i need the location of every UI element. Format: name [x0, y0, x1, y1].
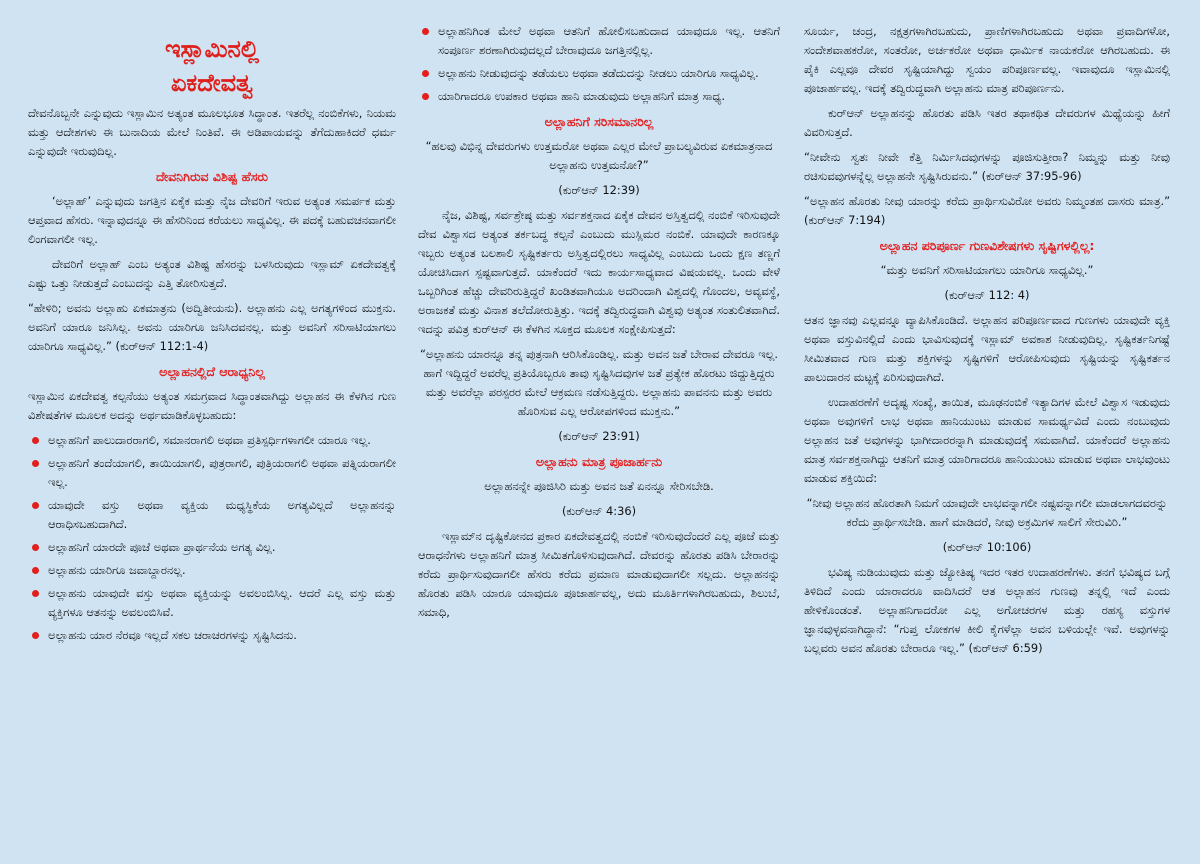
quote: “ಅಲ್ಲಾಹನು ಯಾರನ್ನೂ ತನ್ನ ಪುತ್ರನಾಗಿ ಆರಿಸಿಕೊಂಡಿಲ್ಲ. ಮತ್ತು ಅವನ ಜತೆ ಬೇರಾವ ದೇವರೂ ಇಲ್ಲ. ಹಾಗೆ ಇದ್ದಿದ್ದರೆ ಅವರೆಲ್ಲ ಪ್ರತಿಯೊಬ್ಬರೂ ತಾವು ಸೃಷ್ಟಿಸಿದವುಗಳ ಜತೆ ಪ್ರತ್ಯೇಕ ಹೊರಟು ಜಿದ್ದುತ್ತಿದ್ದರು ಮತ್ತು ಅವರೆಲ್ಲಾ ಪರಸ್ಪರರ ಮೇಲೆ ಆಕ್ರಮಣ ನಡೆಸುತ್ತಿದ್ದರು. ಅಲ್ಲಾಹನು ಪಾವನನು ಮತ್ತು ಅವರು ಹೊರಿಸುವ ಎಲ್ಲ ಆರೋಪಗಳಿಂದ ಮುಕ್ತನು.” [420, 347, 778, 418]
list-item: ಯಾವುದೇ ವಸ್ತು ಅಥವಾ ವ್ಯಕ್ತಿಯ ಮಧ್ಯಸ್ಥಿಕೆಯ ಅಗತ್ಯವಿಲ್ಲದೆ ಅಲ್ಲಾಹನನ್ನು ಆರಾಧಿಸಬಹುದಾಗಿದೆ. [28, 496, 396, 534]
paragraph: ಕುರ್‌ಆನ್ ಅಲ್ಲಾಹನನ್ನು ಹೊರತು ಪಡಿಸಿ ಇತರ ತಥಾಕಥಿತ ದೇವರುಗಳ ಮಿಥ್ಯೆಯನ್ನು ಹೀಗೆ ವಿವರಿಸುತ್ತದೆ. [804, 106, 1170, 139]
quran-reference: (ಕುರ್‌ಆನ್ 10:106) [942, 540, 1032, 554]
paragraph: ದೇವರಿಗೆ ಅಲ್ಲಾಹ್ ಎಂಬ ಅತ್ಯಂತ ವಿಶಿಷ್ಟ ಹೆಸರನ್ನು ಬಳಸಿರುವುದು ಇಸ್ಲಾಮ್ ಏಕದೇವತ್ವಕ್ಕೆ ಎಷ್ಟು ಒತ್ತು ನೀಡುತ್ತದೆ ಎಂಬುದನ್ನು ಎತ್ತಿ ತೋರಿಸುತ್ತದೆ. [28, 257, 396, 290]
bullet-icon [422, 93, 429, 100]
quote: “ಮತ್ತು ಅವನಿಗೆ ಸರಿಸಾಟಿಯಾಗಲು ಯಾರಿಗೂ ಸಾಧ್ಯವಿಲ್ಲ.” [880, 263, 1094, 277]
paragraph: ಉದಾಹರಣೆಗೆ ಅದೃಷ್ಟ ಸಂಖ್ಯೆ, ತಾಯಿತ, ಮೂಢನಂಬಿಕೆ ಇತ್ಯಾದಿಗಳ ಮೇಲೆ ವಿಶ್ವಾಸ ಇಡುವುದು ಅಥವಾ ಅವುಗಳಿಗೆ ಲಾಭ ಅಥವಾ ಹಾನಿಯುಂಟು ಮಾಡುವ ಸಾಮರ್ಥ್ಯವಿದೆ ಎಂದು ನಂಬುವುದು ಅಲ್ಲಾಹನ ಜತೆ ಅವುಗಳನ್ನು ಭಾಗೀದಾರರನ್ನಾಗಿ ಮಾಡುವುದಕ್ಕೆ ಸಮವಾಗಿದೆ. ಯಾಕೆಂದರೆ ಅಲ್ಲಾಹನು ಮಾತ್ರ ಸರ್ವಶಕ್ತನಾಗಿದ್ದು ಆತನಿಗೆ ಮಾತ್ರ ಯಾರಿಗಾದರೂ ಹಾನಿಯುಂಟು ಮಾಡುವ ಅಥವಾ ಲಾಭವುಂಟು ಮಾಡುವ ಶಕ್ತಿಯಿದೆ: [804, 395, 1170, 485]
list-item: ಅಲ್ಲಾಹನು ನೀಡುವುದನ್ನು ತಡೆಯಲು ಅಥವಾ ತಡೆದುದನ್ನು ನೀಡಲು ಯಾರಿಗೂ ಸಾಧ್ಯವಿಲ್ಲ. [418, 64, 780, 83]
paragraph: ನೈಜ, ವಿಶಿಷ್ಟ, ಸರ್ವಶ್ರೇಷ್ಠ ಮತ್ತು ಸರ್ವಶಕ್ತನಾದ ಏಕೈಕ ದೇವನ ಅಸ್ತಿತ್ವದಲ್ಲಿ ನಂಬಿಕೆ ಇರಿಸುವುದೇ ದೇವ ವಿಶ್ವಾಸದ ಅತ್ಯಂತ ತರ್ಕಬದ್ಧ ಕಲ್ಪನೆ ಎಂಬುದು ಮುಸ್ಲಿಮರ ನಂಬಿಕೆ. ಯಾವುದೇ ಕಾರಣಕ್ಕೂ ಇಬ್ಬರು ಅತ್ಯಂತ ಬಲಶಾಲಿ ಸೃಷ್ಟಿಕರ್ತರು ಅಸ್ತಿತ್ವದಲ್ಲಿರಲು ಸಾಧ್ಯವಿಲ್ಲ ಎಂಬುದು ಒಂದು ಕ್ಷಣ ತಣ್ಣಗೆ ಯೋಚಿಸಿದಾಗ ಸ್ಪಷ್ಟವಾಗುತ್ತದೆ. ಯಾಕೆಂದರೆ ಇದು ಕಾರ್ಯಸಾಧ್ಯವಾದ ವಿಷಯವಲ್ಲ. ಒಂದು ವೇಳೆ ಒಬ್ಬರಿಗಿಂತ ಹೆಚ್ಚು ದೇವರಿರುತ್ತಿದ್ದರೆ ಖಂಡಿತವಾಗಿಯೂ ಅದರಿಂದಾಗಿ ವಿಶ್ವದಲ್ಲಿ ಗೊಂದಲ, ಅವ್ಯವಸ್ಥೆ, ಅರಾಜಕತೆ ಮತ್ತು ವಿನಾಶ ತಲೆದೋರುತ್ತಿತ್ತು. ಇದಕ್ಕೆ ತದ್ವಿರುದ್ಧವಾಗಿ ವಿಶ್ವವು ಅತ್ಯಂತ ಸಂತುಲಿತವಾಗಿದೆ. ಇದನ್ನು ಪವಿತ್ರ ಕುರ್‌ಆನ್ ಈ ಕೆಳಗಿನ ಸೂಕ್ತದ ಮೂಲಕ ಸಂಕ್ಷೇಪಿಸುತ್ತದೆ: [418, 208, 780, 336]
bullet-icon [32, 460, 39, 467]
paragraph: ಆತನ ಜ್ಞಾನವು ಎಲ್ಲವನ್ನೂ ವ್ಯಾಪಿಸಿಕೊಂಡಿದೆ. ಅಲ್ಲಾಹನ ಪರಿಪೂರ್ಣವಾದ ಗುಣಗಳು ಯಾವುದೇ ವ್ಯಕ್ತಿ ಅಥವಾ ವಸ್ತುವಿನಲ್ಲಿದೆ ಎಂದು ಭಾವಿಸುವುದಕ್ಕೆ ಇಸ್ಲಾಮ್ ಅವಕಾಶ ನೀಡುವುದಿಲ್ಲ. ಸೃಷ್ಟಿಕರ್ತನಿಗಷ್ಟೆ ಸೀಮಿತವಾದ ಗುಣ ಮತ್ತು ಶಕ್ತಿಗಳನ್ನು ಸೃಷ್ಟಿಗಳಿಗೆ ಆರೋಪಿಸುವುದು ಸೃಷ್ಟಿಯನ್ನು ಸೃಷ್ಟಿಕರ್ತನ ಪಾಲುದಾರನ ಮಟ್ಟಕ್ಕೆ ಏರಿಸುವುದಾಗಿದೆ. [804, 313, 1170, 384]
section-heading-perfect-attributes: ಅಲ್ಲಾಹನ ಪರಿಪೂರ್ಣ ಗುಣವಿಶೇಷಗಳು ಸೃಷ್ಟಿಗಳಲ್ಲಿಲ್ಲ: [879, 238, 1095, 253]
column-3 [804, 22, 1170, 664]
bullet-icon [32, 437, 39, 444]
list-item: ಯಾರಿಗಾದರೂ ಉಪಕಾರ ಅಥವಾ ಹಾನಿ ಮಾಡುವುದು ಅಲ್ಲಾಹನಿಗೆ ಮಾತ್ರ ಸಾಧ್ಯ. [418, 87, 780, 106]
column-2 [418, 22, 780, 628]
list-item: ಅಲ್ಲಾಹನಿಗಿಂತ ಮೇಲೆ ಅಥವಾ ಆತನಿಗೆ ಹೋಲಿಸಬಹುದಾದ ಯಾವುದೂ ಇಲ್ಲ. ಆತನಿಗೆ ಸಂಪೂರ್ಣ ಶರಣಾಗಿರುವುದಲ್ಲದೆ ಬೇರಾವುದೂ ಜಗತ್ತಿನಲ್ಲಿಲ್ಲ. [418, 22, 780, 60]
paragraph: ‘ಅಲ್ಲಾಹ್’ ಎನ್ನುವುದು ಜಗತ್ತಿನ ಏಕೈಕ ಮತ್ತು ನೈಜ ದೇವರಿಗೆ ಇರುವ ಅತ್ಯಂತ ಸಮರ್ಪಕ ಮತ್ತು ಆಪ್ತವಾದ ಹೆಸರು. ಇನ್ನಾವುದನ್ನೂ ಈ ಹೆಸರಿನಿಂದ ಕರೆಯಲು ಸಾಧ್ಯವಿಲ್ಲ. ಈ ಪದಕ್ಕೆ ಬಹುವಚನವಾಗಲೀ ಲಿಂಗವಾಗಲೀ ಇಲ್ಲ. [28, 194, 396, 246]
paragraph: ಭವಿಷ್ಯ ನುಡಿಯುವುದು ಮತ್ತು ಜ್ಯೋತಿಷ್ಯ ಇದರ ಇತರ ಉದಾಹರಣೆಗಳು. ತನಗೆ ಭವಿಷ್ಯದ ಬಗ್ಗೆ ತಿಳಿದಿದೆ ಎಂದು ಯಾರಾದರೂ ವಾದಿಸಿದರೆ ಆತ ಅಲ್ಲಾಹನ ಗುಣವು ತನ್ನಲ್ಲಿ ಇದೆ ಎಂದು ಹೇಳಿಕೊಂಡಂತೆ. ಅಲ್ಲಾಹನಿಗಾದರೋ ಎಲ್ಲ ಅಗೋಚರಗಳ ಮತ್ತು ರಹಸ್ಯ ವಸ್ತುಗಳ ಜ್ಞಾನವುಳ್ಳವನಾಗಿದ್ದಾನೆ: “ಗುಪ್ತ ಲೋಕಗಳ ಕೀಲಿ ಕೈಗಳೆಲ್ಲಾ ಅವನ ಬಳಿಯಲ್ಲೇ ಇವೆ. ಅವುಗಳನ್ನು ಬಲ್ಲವರು ಅವನ ಹೊರತು ಬೇರಾರೂ ಇಲ್ಲ.” (ಕುರ್‌ಆನ್ 6:59) [804, 565, 1170, 655]
title-line-1: ಇಸ್ಲಾಮಿನಲ್ಲಿ [164, 35, 260, 63]
list-item: ಅಲ್ಲಾಹನು ಯಾರಿಗೂ ಜವಾಬ್ದಾರನಲ್ಲ. [28, 561, 396, 580]
list-item: ಅಲ್ಲಾಹನಿಗೆ ಯಾರದೇ ಪೂಜೆ ಅಥವಾ ಪ್ರಾರ್ಥನೆಯ ಅಗತ್ಯ ವಿಲ್ಲ. [28, 538, 396, 557]
quran-reference: (ಕುರ್‌ಆನ್ 4:36) [561, 504, 637, 518]
quote: “ಹೇಳಿರಿ; ಅವನು ಅಲ್ಲಾಹು ಏಕಮಾತ್ರನು (ಅದ್ವಿತೀಯನು). ಅಲ್ಲಾಹನು ಎಲ್ಲ ಅಗತ್ಯಗಳಿಂದ ಮುಕ್ತನು. ಅವನಿಗೆ ಯಾರೂ ಜನಿಸಿಲ್ಲ. ಅವನು ಯಾರಿಗೂ ಜನಿಸಿದವನಲ್ಲ. ಮತ್ತು ಅವನಿಗೆ ಸರಿಸಾಟಿಯಾಗಲು ಯಾರಿಗೂ ಸಾಧ್ಯವಿಲ್ಲ.” (ಕುರ್‌ಆನ್ 112:1-4) [28, 301, 396, 353]
quote: “ಅಲ್ಲಾಹನ ಹೊರತು ನೀವು ಯಾರನ್ನು ಕರೆದು ಪ್ರಾರ್ಥಿಸುವಿರೋ ಅವರು ನಿಮ್ಮಂತಹ ದಾಸರು ಮಾತ್ರ.” (ಕುರ್‌ಆನ್ 7:194) [804, 194, 1170, 227]
intro-paragraph: ದೇವನೊಬ್ಬನೇ ಎನ್ನುವುದು ಇಸ್ಲಾಮಿನ ಅತ್ಯಂತ ಮೂಲಭೂತ ಸಿದ್ಧಾಂತ. ಇತರೆಲ್ಲ ನಂಬಿಕೆಗಳು, ನಿಯಮ ಮತ್ತು ಆದೇಶಗಳು ಈ ಬುನಾದಿಯ ಮೇಲೆ ನಿಂತಿವೆ. ಈ ಅಡಿಪಾಯವನ್ನು ತೆಗೆದುಹಾಕಿದರೆ ಧರ್ಮ ಎನ್ನುವುದೇ ಇರುವುದಿಲ್ಲ. [28, 106, 396, 158]
attribute-list [28, 431, 396, 645]
paragraph: ಇಸ್ಲಾಮಿನ ಏಕದೇವತ್ವ ಕಲ್ಪನೆಯು ಅತ್ಯಂತ ಸಮಗ್ರವಾದ ಸಿದ್ಧಾಂತವಾಗಿದ್ದು ಅಲ್ಲಾಹನ ಈ ಕೆಳಗಿನ ಗುಣ ವಿಶೇಷತೆಗಳ ಮೂಲಕ ಅದನ್ನು ಅರ್ಥಮಾಡಿಕೊಳ್ಳಬಹುದು: [28, 389, 396, 422]
list-item: ಅಲ್ಲಾಹನಿಗೆ ತಂದೆಯಾಗಲಿ, ತಾಯಿಯಾಗಲಿ, ಪುತ್ರರಾಗಲಿ, ಪುತ್ರಿಯರಾಗಲಿ ಅಥವಾ ಪತ್ನಿಯರಾಗಲೀ ಇಲ್ಲ. [28, 454, 396, 492]
main-title [28, 32, 396, 100]
bullet-icon [422, 70, 429, 77]
quran-reference: (ಕುರ್‌ಆನ್ 23:91) [558, 429, 640, 443]
list-item: ಅಲ್ಲಾಹನು ಯಾವುದೇ ವಸ್ತು ಅಥವಾ ವ್ಯಕ್ತಿಯನ್ನು ಅವಲಂಬಿಸಿಲ್ಲ. ಆದರೆ ಎಲ್ಲ ವಸ್ತು ಮತ್ತು ವ್ಯಕ್ತಿಗಳೂ ಆತನನ್ನು ಅವಲಂಬಿಸಿವೆ. [28, 584, 396, 622]
paragraph: ಸೂರ್ಯ, ಚಂದ್ರ, ನಕ್ಷತ್ರಗಳಾಗಿರಬಹುದು, ಪ್ರಾಣಿಗಳಾಗಿರಬಹುದು ಅಥವಾ ಪ್ರವಾದಿಗಳೋ, ಸಂದೇಶವಾಹಕರೋ, ಸಂತರೋ, ಅರ್ಚಕರೋ ಅಥವಾ ಧಾರ್ಮಿಕ ನಾಯಕರೋ ಆಗಿರಬಹುದು. ಈ ಪೈಕಿ ಎಲ್ಲವೂ ದೇವರ ಸೃಷ್ಟಿಯಾಗಿದ್ದು ಸ್ವಯಂ ಪರಿಪೂರ್ಣವಲ್ಲ. ಇವಾವುದೂ ಇಸ್ಲಾಮಿನಲ್ಲಿ ಪೂಜಾರ್ಹವಲ್ಲ. ಇದಕ್ಕೆ ತದ್ವಿರುದ್ಧವಾಗಿ ಅಲ್ಲಾಹನು ಮಾತ್ರ ಪರಿಪೂರ್ಣನು. [804, 24, 1170, 95]
section-heading-no-deity: ಅಲ್ಲಾಹನಲ್ಲಿದೆ ಆರಾಧ್ಯನಿಲ್ಲ [159, 364, 265, 379]
quote: ಅಲ್ಲಾಹನನ್ನೇ ಪೂಜಿಸಿರಿ ಮತ್ತು ಅವನ ಜತೆ ಏನನ್ನೂ ಸೇರಿಸಬೇಡಿ. [484, 479, 714, 493]
list-item: ಅಲ್ಲಾಹನು ಯಾರ ನೆರವೂ ಇಲ್ಲದೆ ಸಕಲ ಚರಾಚರಗಳನ್ನು ಸೃಷ್ಟಿಸಿದನು. [28, 626, 396, 645]
column-1 [28, 22, 396, 651]
bullet-icon [32, 590, 39, 597]
quran-reference: (ಕುರ್‌ಆನ್ 12:39) [558, 183, 640, 197]
bullet-icon [32, 632, 39, 639]
quran-reference: (ಕುರ್‌ಆನ್ 112: 4) [944, 288, 1030, 302]
bullet-icon [32, 544, 39, 551]
bullet-icon [32, 502, 39, 509]
quote: “ನೀವು ಅಲ್ಲಾಹನ ಹೊರತಾಗಿ ನಿಮಗೆ ಯಾವುದೇ ಲಾಭವನ್ನಾಗಲೀ ನಷ್ಟವನ್ನಾಗಲೀ ಮಾಡಲಾಗದವರನ್ನು ಕರೆದು ಪ್ರಾರ್ಥಿಸಬೇಡಿ. ಹಾಗೆ ಮಾಡಿದರೆ, ನೀವು ಅಕ್ರಮಿಗಳ ಸಾಲಿಗೆ ಸೇರುವಿರಿ.” [806, 496, 1168, 529]
attribute-list-continued [418, 22, 780, 106]
paragraph: ಇಸ್ಲಾಮ್‌ನ ದೃಷ್ಟಿಕೋನದ ಪ್ರಕಾರ ಏಕದೇವತ್ವದಲ್ಲಿ ನಂಬಿಕೆ ಇರಿಸುವುದೆಂದರೆ ಎಲ್ಲ ಪೂಜೆ ಮತ್ತು ಆರಾಧನೆಗಳು ಅಲ್ಲಾಹನಿಗೆ ಮಾತ್ರ ಸೀಮಿತಗೊಳಿಸುವುದಾಗಿದೆ. ದೇವರನ್ನು ಹೊರತು ಪಡಿಸಿ ಬೇರಾರನ್ನು ಕರೆದು ಪ್ರಾರ್ಥಿಸುವುದಾಗಲೀ ಹೆಸರು ಕರೆದು ಪ್ರಮಾಣ ಮಾಡುವುದಾಗಲೀ ಸಲ್ಲದು. ಅಲ್ಲಾಹನನ್ನು ಹೊರತು ಪಡಿಸಿ ಯಾರೂ ಯಾವುದೂ ಪೂಜಾರ್ಹವಲ್ಲ, ಅದು ಮೂರ್ತಿಗಳಾಗಿರಬಹುದು, ಶಿಲುಬೆ, ಸಮಾಧಿ, [418, 529, 780, 619]
list-item: ಅಲ್ಲಾಹನಿಗೆ ಪಾಲುದಾರರಾಗಲಿ, ಸಮಾನರಾಗಲಿ ಅಥವಾ ಪ್ರತಿಸ್ಪರ್ಧಿಗಳಾಗಲೀ ಯಾರೂ ಇಲ್ಲ. [28, 431, 396, 450]
quote: “ಹಲವು ವಿಭಿನ್ನ ದೇವರುಗಳು ಉತ್ತಮರೋ ಅಥವಾ ಎಲ್ಲರ ಮೇಲೆ ಪ್ರಾಬಲ್ಯವಿರುವ ಏಕಮಾತ್ರನಾದ ಅಲ್ಲಾಹನು ಉತ್ತಮನೋ?” [425, 139, 773, 172]
bullet-icon [32, 567, 39, 574]
section-heading-no-equal: ಅಲ್ಲಾಹನಿಗೆ ಸರಿಸಮಾನರಿಲ್ಲ [544, 114, 654, 129]
bullet-icon [422, 28, 429, 35]
quote: “ನೀವೇನು ಸ್ವತಃ ನೀವೇ ಕೆತ್ತಿ ನಿರ್ಮಿಸಿದವುಗಳನ್ನು ಪೂಜಿಸುತ್ತೀರಾ? ನಿಮ್ಮನ್ನು ಮತ್ತು ನೀವು ರಚಿಸುವವುಗಳನ್ನೆಲ್ಲ ಅಲ್ಲಾಹನೇ ಸೃಷ್ಟಿಸಿರುವನು.” (ಕುರ್‌ಆನ್ 37:95-96) [804, 150, 1170, 183]
section-heading-only-worthy: ಅಲ್ಲಾಹನು ಮಾತ್ರ ಪೂಜಾರ್ಹನು [535, 454, 663, 469]
section-heading-unique-name: ದೇವನಿಗಿರುವ ವಿಶಿಷ್ಟ ಹೆಸರು [155, 169, 268, 184]
title-line-2: ಏಕದೇವತ್ವ [170, 69, 254, 97]
